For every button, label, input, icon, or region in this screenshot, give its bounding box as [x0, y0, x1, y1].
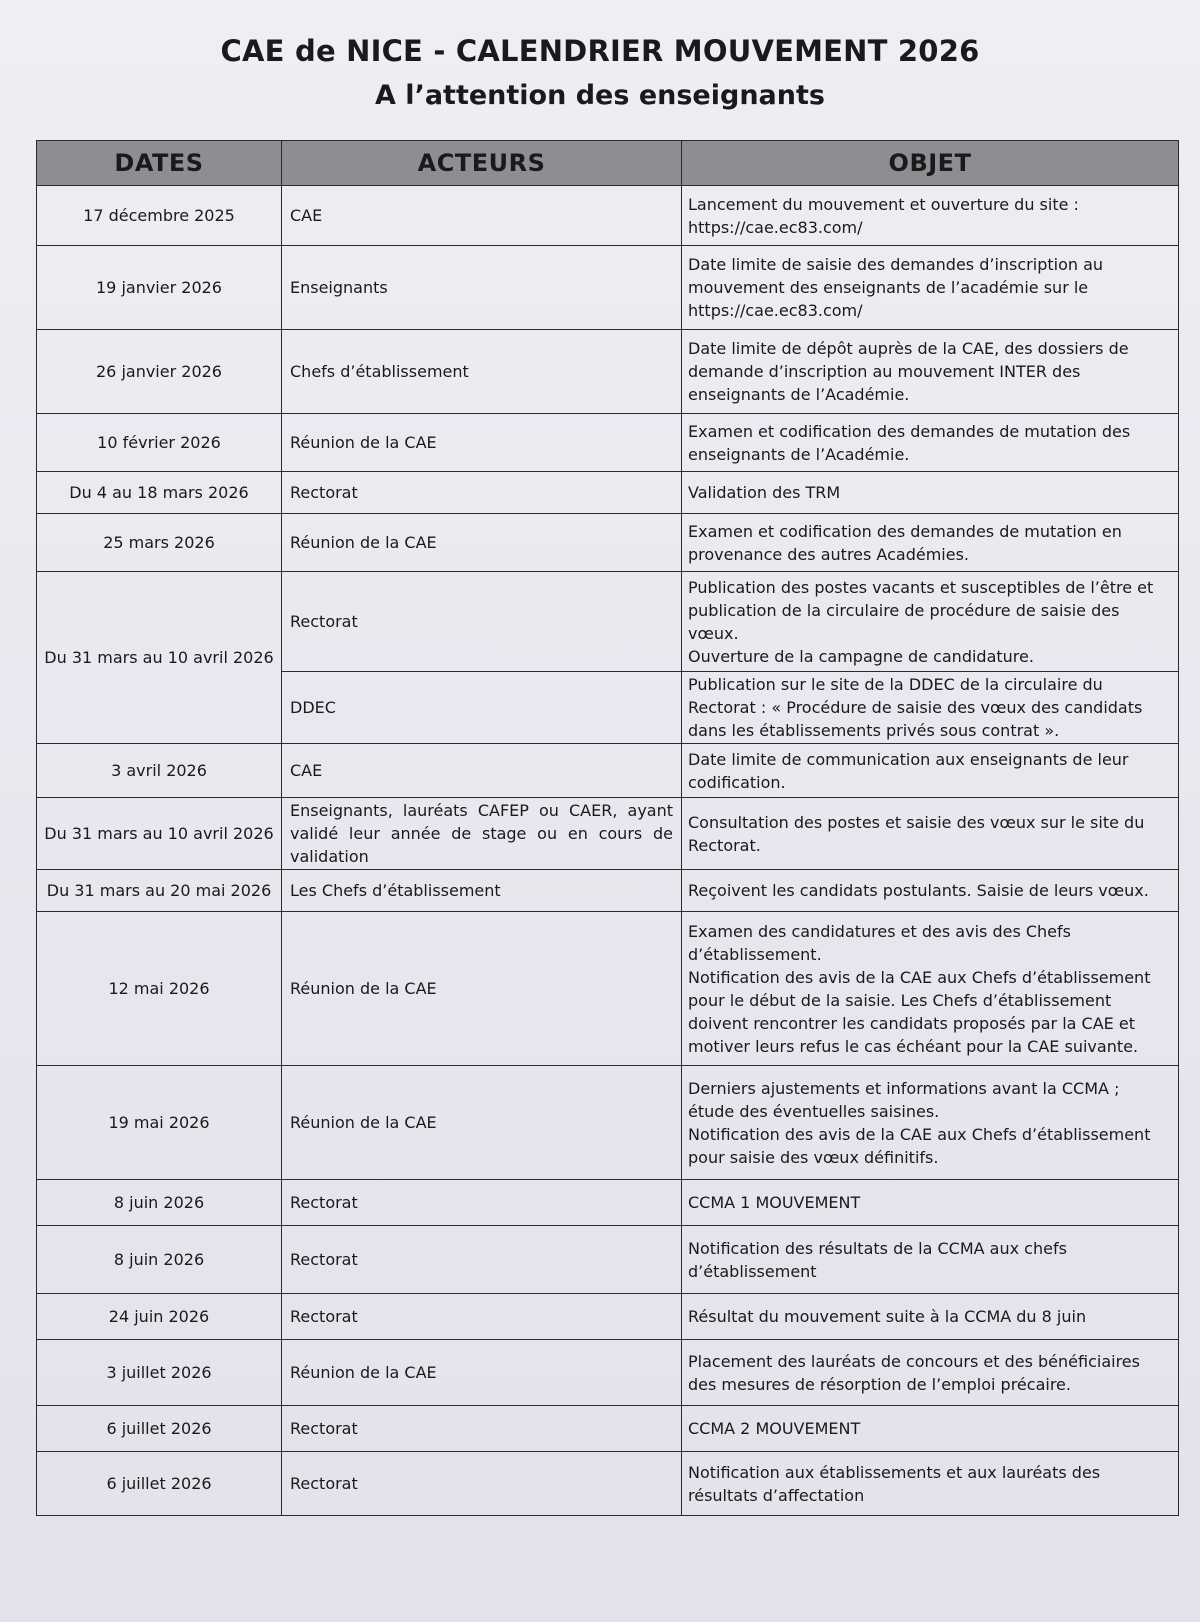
object-line: Reçoivent les candidats postulants. Saisie de leurs vœux. — [688, 881, 1149, 900]
object-line: Résultat du mouvement suite à la CCMA du 8 juin — [688, 1307, 1087, 1326]
date-cell: 26 janvier 2026 — [37, 330, 282, 414]
date-cell: 8 juin 2026 — [37, 1226, 282, 1294]
object-line: Notification des résultats de la CCMA aux chefs — [688, 1238, 1067, 1258]
table-row — [37, 572, 1179, 672]
table-row — [37, 514, 1179, 572]
object-cell — [682, 798, 1179, 870]
table-header-row — [37, 141, 1179, 186]
object-line: Validation des TRM — [688, 483, 841, 502]
actor-cell: Rectorat — [282, 1406, 682, 1452]
actor-cell: Réunion de la CAE — [282, 514, 682, 572]
date-cell: Du 31 mars au 20 mai 2026 — [37, 870, 282, 912]
table-row — [37, 912, 1179, 1066]
object-line: Examen et codification des demandes de mutation des — [688, 421, 1131, 441]
object-line: doivent rencontrer les candidats proposés par la CAE et — [688, 1013, 1135, 1033]
date-cell: 6 juillet 2026 — [37, 1452, 282, 1516]
actor-cell: Rectorat — [282, 1180, 682, 1226]
object-line: vœux. — [688, 623, 739, 643]
object-cell — [682, 870, 1179, 912]
calendar-table — [36, 140, 1179, 1516]
object-line: https://cae.ec83.com/ — [688, 301, 863, 320]
date-cell: Du 31 mars au 10 avril 2026 — [37, 798, 282, 870]
object-line: Lancement du mouvement et ouverture du site : — [688, 194, 1079, 214]
table-row — [37, 1294, 1179, 1340]
table-row — [37, 1066, 1179, 1180]
date-cell: 17 décembre 2025 — [37, 186, 282, 246]
actor-cell: Rectorat — [282, 472, 682, 514]
object-cell — [682, 1226, 1179, 1294]
object-line: Consultation des postes et saisie des vœux sur le site du — [688, 812, 1145, 832]
actor-cell: Enseignants — [282, 246, 682, 330]
object-line: Date limite de dépôt auprès de la CAE, des dossiers de — [688, 339, 1129, 358]
date-cell: 19 janvier 2026 — [37, 246, 282, 330]
object-cell — [682, 472, 1179, 514]
date-cell: 10 février 2026 — [37, 414, 282, 472]
object-cell — [682, 414, 1179, 472]
date-cell: 19 mai 2026 — [37, 1066, 282, 1180]
table-row — [37, 870, 1179, 912]
actor-cell: CAE — [282, 744, 682, 798]
date-cell: 25 mars 2026 — [37, 514, 282, 572]
object-line: d’établissement — [688, 1261, 817, 1281]
object-line: Rectorat : « Procédure de saisie des vœux des candidats — [688, 698, 1143, 717]
object-line: mouvement des enseignants de l’académie sur le — [688, 278, 1089, 297]
object-line: https://cae.ec83.com/ — [688, 217, 863, 237]
column-header-objet: OBJET — [682, 141, 1179, 186]
table-row — [37, 1452, 1179, 1516]
object-cell — [682, 330, 1179, 414]
object-line: enseignants de l’Académie. — [688, 385, 910, 404]
table-row — [37, 798, 1179, 870]
object-line: Publication des postes vacants et susceptibles de l’être et — [688, 577, 1154, 597]
actor-cell: CAE — [282, 186, 682, 246]
date-cell: Du 4 au 18 mars 2026 — [37, 472, 282, 514]
object-line: motiver leurs refus le cas échéant pour la CAE suivante. — [688, 1036, 1139, 1056]
object-line: pour saisie des vœux définitifs. — [688, 1147, 939, 1167]
table-row — [37, 472, 1179, 514]
object-cell — [682, 572, 1179, 672]
object-line: résultats d’affectation — [688, 1485, 865, 1505]
date-cell: 3 avril 2026 — [37, 744, 282, 798]
object-line: codification. — [688, 772, 786, 792]
object-line: Notification des avis de la CAE aux Chefs d’établissement — [688, 967, 1151, 987]
object-cell — [682, 1452, 1179, 1516]
actor-cell: Réunion de la CAE — [282, 414, 682, 472]
actor-cell: Réunion de la CAE — [282, 912, 682, 1066]
object-line: Rectorat. — [688, 835, 761, 855]
actor-cell: Réunion de la CAE — [282, 1340, 682, 1406]
page-title: CAE de NICE - CALENDRIER MOUVEMENT 2026 — [220, 34, 980, 68]
object-line: pour le début de la saisie. Les Chefs d’établissement — [688, 990, 1112, 1010]
object-cell — [682, 1294, 1179, 1340]
object-line: Publication sur le site de la DDEC de la circulaire du — [688, 675, 1103, 694]
object-line: provenance des autres Académies. — [688, 544, 969, 564]
object-cell — [682, 186, 1179, 246]
object-line: Ouverture de la campagne de candidature. — [688, 646, 1034, 666]
object-cell — [682, 1340, 1179, 1406]
object-line: CCMA 2 MOUVEMENT — [688, 1419, 861, 1438]
object-cell — [682, 246, 1179, 330]
object-line: publication de la circulaire de procédure de saisie des — [688, 600, 1120, 620]
object-line: enseignants de l’Académie. — [688, 444, 910, 464]
table-row — [37, 246, 1179, 330]
actor-cell: Chefs d’établissement — [282, 330, 682, 414]
object-cell — [682, 1066, 1179, 1180]
object-cell — [682, 912, 1179, 1066]
object-line: Notification des avis de la CAE aux Chefs d’établissement — [688, 1124, 1151, 1144]
object-line: d’établissement. — [688, 944, 822, 964]
table-row — [37, 186, 1179, 246]
object-cell — [682, 1180, 1179, 1226]
object-line: dans les établissements privés sous contrat ». — [688, 721, 1060, 740]
actor-cell: Les Chefs d’établissement — [282, 870, 682, 912]
table-body — [37, 186, 1179, 1516]
actor-cell: DDEC — [282, 672, 682, 744]
date-cell: Du 31 mars au 10 avril 2026 — [37, 572, 282, 744]
object-line: Notification aux établissements et aux lauréats des — [688, 1462, 1101, 1482]
object-line: étude des éventuelles saisines. — [688, 1101, 940, 1121]
table-row — [37, 1180, 1179, 1226]
actor-cell: Rectorat — [282, 572, 682, 672]
table-row — [37, 1340, 1179, 1406]
object-line: demande d’inscription au mouvement INTER des — [688, 362, 1081, 381]
actor-cell: Réunion de la CAE — [282, 1066, 682, 1180]
actor-cell: Rectorat — [282, 1452, 682, 1516]
date-cell: 24 juin 2026 — [37, 1294, 282, 1340]
object-line: CCMA 1 MOUVEMENT — [688, 1193, 861, 1212]
date-cell: 3 juillet 2026 — [37, 1340, 282, 1406]
date-cell: 12 mai 2026 — [37, 912, 282, 1066]
table-row — [37, 744, 1179, 798]
object-line: Examen des candidatures et des avis des Chefs — [688, 921, 1071, 941]
actor-cell: Enseignants, lauréats CAFEP ou CAER, ayant validé leur année de stage ou en cours de validation — [282, 798, 682, 870]
object-cell — [682, 744, 1179, 798]
date-cell: 6 juillet 2026 — [37, 1406, 282, 1452]
date-cell: 8 juin 2026 — [37, 1180, 282, 1226]
object-cell — [682, 1406, 1179, 1452]
object-cell — [682, 672, 1179, 744]
table-row — [37, 1406, 1179, 1452]
object-cell — [682, 514, 1179, 572]
table-row — [37, 414, 1179, 472]
object-line: des mesures de résorption de l’emploi précaire. — [688, 1374, 1071, 1394]
object-line: Examen et codification des demandes de mutation en — [688, 521, 1122, 541]
column-header-acteurs: ACTEURS — [282, 141, 682, 186]
actor-cell: Rectorat — [282, 1226, 682, 1294]
table-row — [37, 1226, 1179, 1294]
table-row — [37, 330, 1179, 414]
object-line: Placement des lauréats de concours et des bénéficiaires — [688, 1351, 1140, 1371]
object-line: Derniers ajustements et informations avant la CCMA ; — [688, 1078, 1120, 1098]
object-line: Date limite de saisie des demandes d’inscription au — [688, 255, 1104, 274]
actor-cell: Rectorat — [282, 1294, 682, 1340]
page-subtitle: A l’attention des enseignants — [375, 80, 825, 111]
object-line: Date limite de communication aux enseignants de leur — [688, 749, 1129, 769]
column-header-dates: DATES — [37, 141, 282, 186]
